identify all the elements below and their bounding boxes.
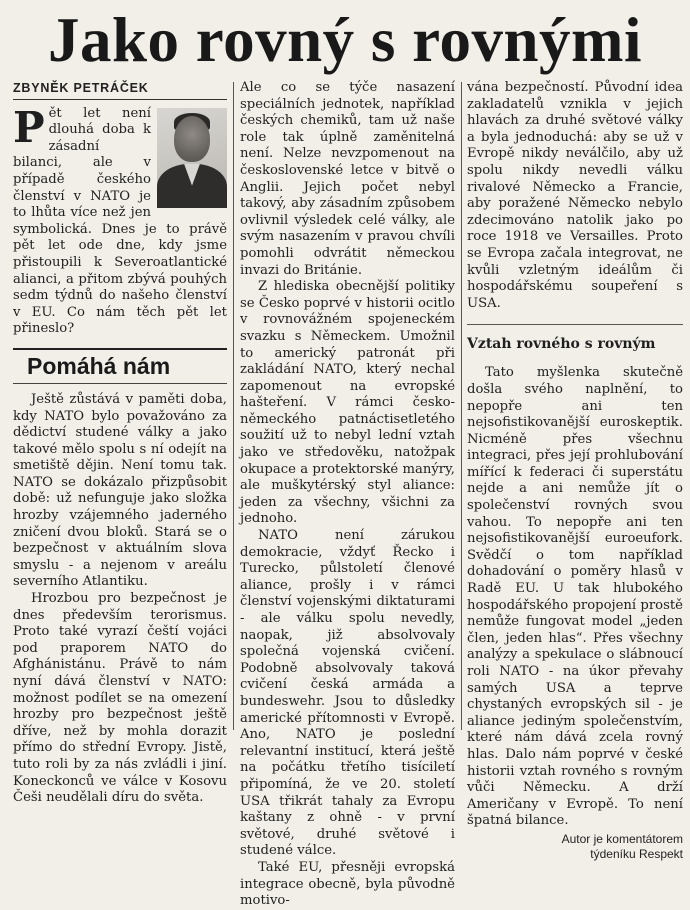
photo-face xyxy=(174,116,210,162)
column-divider xyxy=(233,82,234,730)
paragraph: Hrozbou pro bezpečnost je dnes především terorismus. Proto také vyrazí čeští vojáci pod praporem NATO do Afghánistánu. Právě to nám nyní dává členství v NATO: možnost podílet se na omezení hrozby pro bezpečnost ještě dříve, než by mohla dorazit přímo do střední Evropy. Jistě, tuto roli by za nás zvládli i jiní. Koneckonců ve válce v Kosovu Češi neudělali díru do světa. xyxy=(13,591,227,806)
paragraph: vána bezpečností. Původní idea zakladatelů vznikla v jejich hlavách za druhé světové války a byla jednoduchá: aby se už v Evropě nikdy neválčilo, aby už spolu nikdy nevedli válku rivalové Německo a Francie, aby poražené Německo nebylo zdecimováno natolik jako po roce 1918 ve Versailles. Proto se Evropa začala integrovat, ne kvůli vzletným ideálům či hospodářskému soupeření s USA. xyxy=(467,80,683,311)
author-photo xyxy=(157,108,227,208)
author-byline: ZBYNĚK PETRÁČEK xyxy=(13,80,227,100)
column-divider xyxy=(461,82,462,730)
credit-line: týdeníku Respekt xyxy=(590,846,683,861)
author-credit xyxy=(467,832,683,862)
section-title: Pomáhá nám xyxy=(27,352,171,379)
headline: Jako rovný s rovnými xyxy=(47,5,642,75)
paragraph: Ještě zůstává v paměti doba, kdy NATO bylo považováno za dědictví studené války a jako takové mělo spolu s ní odejít na smetiště dějin. Není tomu tak. NATO se dokázalo přizpůsobit době: už nefunguje jako složka hrozby vzájemného jaderného zničení dvou bloků. Stará se o bezpečnost v aktuálním slova smyslu - a nejenom v areálu severního Atlantiku. xyxy=(13,391,227,590)
section-heading-box xyxy=(13,348,227,384)
paragraph: NATO není zárukou demokracie, vždyť Řecko i Turecko, půlstoletí členové aliance, prošly i v rámci členství vojenskými diktaturami - ale válku spolu nevedly, naopak, již absolvovaly společná vojenská cvičení. Podobně absolvovaly taková cvičení česká armáda a bundeswehr. Jsou to důsledky americké přítomnosti v Evropě. Ano, NATO je poslední relevantní institucí, která ještě na počátku třetího tisíciletí připomíná, že ve 20. století USA třikrát tahaly za Evropu kaštany z ohně - v první světové, druhé světové i studené válce. xyxy=(240,528,455,859)
paragraph: Tato myšlenka skutečně došla svého naplnění, to nepopře ani ten nejsofistikovanější euroskeptik. Nicméně přes všechnu integraci, přes její prohlubování mířící k federaci či superstátu nejde a ani nemůže jít o společenství rovných svou vahou. To nepopře ani ten nejsofistikovanější euroeufork. Svědčí o tom například dohadování o poměry hlasů v Radě EU. U tak hlubokého hospodářského propojení prostě nemůže fungovat model „jeden člen, jeden hlas“. Přes všechny analýzy a spekulace o slábnoucí roli NATO - na úkor převahy samých USA a teprve chystaných evropských sil - je aliance jediným společenstvím, které nám dává zcela rovný hlas. Dalo nám poprvé v české historii vztah rovného s rovným vůči Německu. A drží Američany v Evropě. To není špatná bilance. xyxy=(467,365,683,829)
column-3 xyxy=(467,80,683,862)
paragraph: Ale co se týče nasazení speciálních jednotek, například českých chemiků, tam už naše role tak úplně zaměnitelná není. Nelze nevzpomenout na československé letce v bitvě o Anglii. Jejich počet nebyl takový, aby zásadním způsobem ovlivnil výsledek celé války, ale svým nasazením v pravou chvíli pomohli odvrátit německou invazi do Británie. xyxy=(240,80,455,278)
column-2 xyxy=(240,80,455,910)
credit-line: Autor je komentátorem xyxy=(561,831,683,846)
paragraph: Také EU, přesněji evropská integrace obecně, byla původně motivo- xyxy=(240,859,455,909)
lead-text: ět let není dlouhá doba k zásadní bilanci, ale v případě českého členství v NATO je to lhůta více než jen symbolická. Dnes je to právě pět let ode dne, kdy jsme přistoupili k Severoatlantické alianci, a přitom zbývá pouhých sedm týdnů do našeho členství v EU. Co nám těch pět let přineslo? xyxy=(13,105,227,337)
subheading: Vztah rovného s rovným xyxy=(467,324,683,353)
column-1 xyxy=(13,80,227,807)
drop-cap: P xyxy=(13,102,45,152)
paragraph: Z hlediska obecnější politiky se Česko poprvé v historii ocitlo v rovnovážném spojeneckém svazku s Německem. Umožnil to americký patronát při zakládání NATO, který nechal zapomenout na evropské hašteření. V rámci česko-německého patnáctisetletého soužití už to nebyl lední vztah jako ve středověku, natožpak okupace a protektorské manýry, ale muškytérský styl aliance: jeden za všechny, všichni za jednoho. xyxy=(240,279,455,527)
